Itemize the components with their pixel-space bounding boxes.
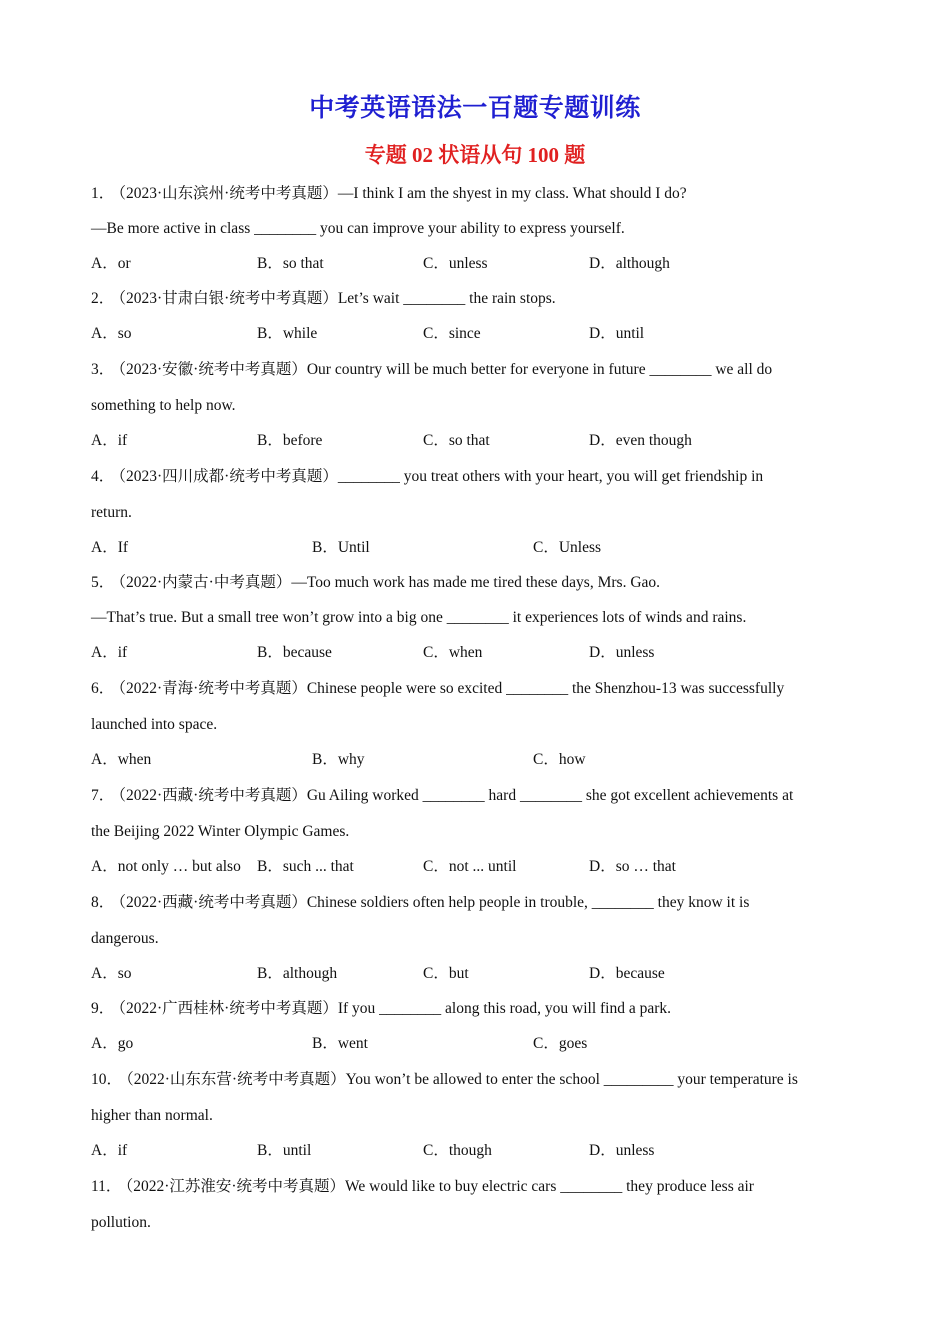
answer-option: D．until <box>589 325 645 342</box>
answer-option: A．if <box>91 432 128 449</box>
answer-option: A．so <box>91 325 132 342</box>
question-item <box>91 565 866 670</box>
question-stem <box>91 351 866 388</box>
question-text: （2023·四川成都·统考中考真题）________ you treat others with your heart, you will get friendship in <box>118 468 764 485</box>
question-text: （2023·安徽·统考中考真题）Our country will be much better for everyone in future ________ we all do <box>118 361 773 378</box>
page-title: 中考英语语法一百题专题训练 <box>309 95 641 122</box>
question-stem-continued <box>91 921 866 956</box>
question-text: dangerous. <box>91 930 159 947</box>
question-stem <box>91 991 866 1026</box>
answer-options <box>91 635 866 670</box>
question-text: （2022·西藏·统考中考真题）Gu Ailing worked ________ hard ________ she got excellent achievements at <box>118 787 794 804</box>
question-item <box>91 777 866 884</box>
question-stem <box>91 884 866 921</box>
question-number: 10． <box>91 1071 123 1088</box>
answer-options <box>91 742 866 777</box>
answer-option: B．such ... that <box>257 858 354 875</box>
answer-option: B．went <box>312 1035 368 1052</box>
question-stem-continued <box>91 388 866 423</box>
answer-option: A．when <box>91 751 152 768</box>
question-item <box>91 991 866 1061</box>
question-text: —That’s true. But a small tree won’t grow into a big one ________ it experiences lots of winds and rains. <box>91 609 747 626</box>
question-text: higher than normal. <box>91 1107 213 1124</box>
question-text: launched into space. <box>91 716 218 733</box>
answer-option: B．because <box>257 644 332 661</box>
answer-option: C．since <box>423 325 481 342</box>
question-stem <box>91 777 866 814</box>
question-stem <box>91 670 866 707</box>
answer-option: C．unless <box>423 255 488 272</box>
question-stem <box>91 565 866 600</box>
answer-option: C．when <box>423 644 483 661</box>
question-stem-continued <box>91 495 866 530</box>
question-stem-continued <box>91 211 866 246</box>
question-text: （2022·内蒙古·中考真题）—Too much work has made me tired these days, Mrs. Gao. <box>118 574 661 591</box>
question-item <box>91 458 866 565</box>
answer-option: A．so <box>91 965 132 982</box>
question-number: 11． <box>91 1178 122 1195</box>
question-number: 2． <box>91 290 115 307</box>
answer-option: C．so that <box>423 432 490 449</box>
answer-options <box>91 849 866 884</box>
question-stem <box>91 1168 866 1205</box>
question-item <box>91 1168 866 1240</box>
question-item <box>91 351 866 458</box>
answer-option: D．because <box>589 965 665 982</box>
question-item <box>91 670 866 777</box>
question-stem-continued <box>91 814 866 849</box>
question-text: —Be more active in class ________ you can improve your ability to express yourself. <box>91 220 625 237</box>
answer-option: B．although <box>257 965 338 982</box>
answer-option: D．although <box>589 255 670 272</box>
answer-option: A．if <box>91 644 128 661</box>
answer-option: A．go <box>91 1035 134 1052</box>
answer-options <box>91 246 866 281</box>
answer-option: A．If <box>91 539 129 556</box>
question-text: the Beijing 2022 Winter Olympic Games. <box>91 823 350 840</box>
answer-option: B．why <box>312 751 365 768</box>
page-subtitle: 专题 02 状语从句 100 题 <box>364 143 586 167</box>
question-text: （2023·山东滨州·统考中考真题）—I think I am the shyest in my class. What should I do? <box>118 185 687 202</box>
answer-options <box>91 530 866 565</box>
question-list <box>91 176 866 1240</box>
question-text: （2022·山东东营·统考中考真题）You won’t be allowed to enter the school _________ your temperature is <box>126 1071 798 1088</box>
question-item <box>91 281 866 351</box>
answer-option: B．before <box>257 432 323 449</box>
answer-option: B．while <box>257 325 318 342</box>
question-text: return. <box>91 504 132 521</box>
answer-option: B．so that <box>257 255 324 272</box>
question-text: （2023·甘肃白银·统考中考真题）Let’s wait ________ the rain stops. <box>118 290 556 307</box>
answer-option: A．or <box>91 255 131 272</box>
question-text: （2022·西藏·统考中考真题）Chinese soldiers often help people in trouble, ________ they know it is <box>118 894 750 911</box>
question-number: 3． <box>91 361 115 378</box>
answer-option: C．though <box>423 1142 492 1159</box>
question-text: （2022·广西桂林·统考中考真题）If you ________ along this road, you will find a park. <box>118 1000 672 1017</box>
answer-options <box>91 316 866 351</box>
question-text: something to help now. <box>91 397 236 414</box>
question-number: 5． <box>91 574 115 591</box>
question-number: 8． <box>91 894 115 911</box>
question-number: 7． <box>91 787 115 804</box>
answer-option: C．goes <box>533 1035 588 1052</box>
answer-option: D．unless <box>589 1142 655 1159</box>
question-stem <box>91 281 866 316</box>
answer-options <box>91 956 866 991</box>
question-text: pollution. <box>91 1214 151 1231</box>
question-number: 4． <box>91 468 115 485</box>
question-stem-continued <box>91 707 866 742</box>
question-stem <box>91 1061 866 1098</box>
question-stem-continued <box>91 1098 866 1133</box>
answer-option: C．Unless <box>533 539 602 556</box>
answer-option: A．if <box>91 1142 128 1159</box>
question-stem <box>91 458 866 495</box>
question-text: （2022·青海·统考中考真题）Chinese people were so excited ________ the Shenzhou-13 was successfully <box>118 680 785 697</box>
question-item <box>91 884 866 991</box>
answer-option: D．even though <box>589 432 692 449</box>
answer-options <box>91 423 866 458</box>
answer-option: A．not only … but also <box>91 858 241 875</box>
question-stem <box>91 176 866 211</box>
question-number: 1． <box>91 185 115 202</box>
answer-option: D．so … that <box>589 858 676 875</box>
answer-option: C．not ... until <box>423 858 517 875</box>
question-item <box>91 1061 866 1168</box>
answer-option: B．until <box>257 1142 312 1159</box>
answer-option: C．but <box>423 965 469 982</box>
answer-option: D．unless <box>589 644 655 661</box>
question-number: 9． <box>91 1000 115 1017</box>
answer-option: C．how <box>533 751 586 768</box>
question-number: 6． <box>91 680 115 697</box>
question-stem-continued <box>91 1205 866 1240</box>
question-text: （2022·江苏淮安·统考中考真题）We would like to buy electric cars ________ they produce less air <box>125 1178 754 1195</box>
question-item <box>91 176 866 281</box>
answer-options <box>91 1026 866 1061</box>
question-stem-continued <box>91 600 866 635</box>
answer-options <box>91 1133 866 1168</box>
answer-option: B．Until <box>312 539 370 556</box>
